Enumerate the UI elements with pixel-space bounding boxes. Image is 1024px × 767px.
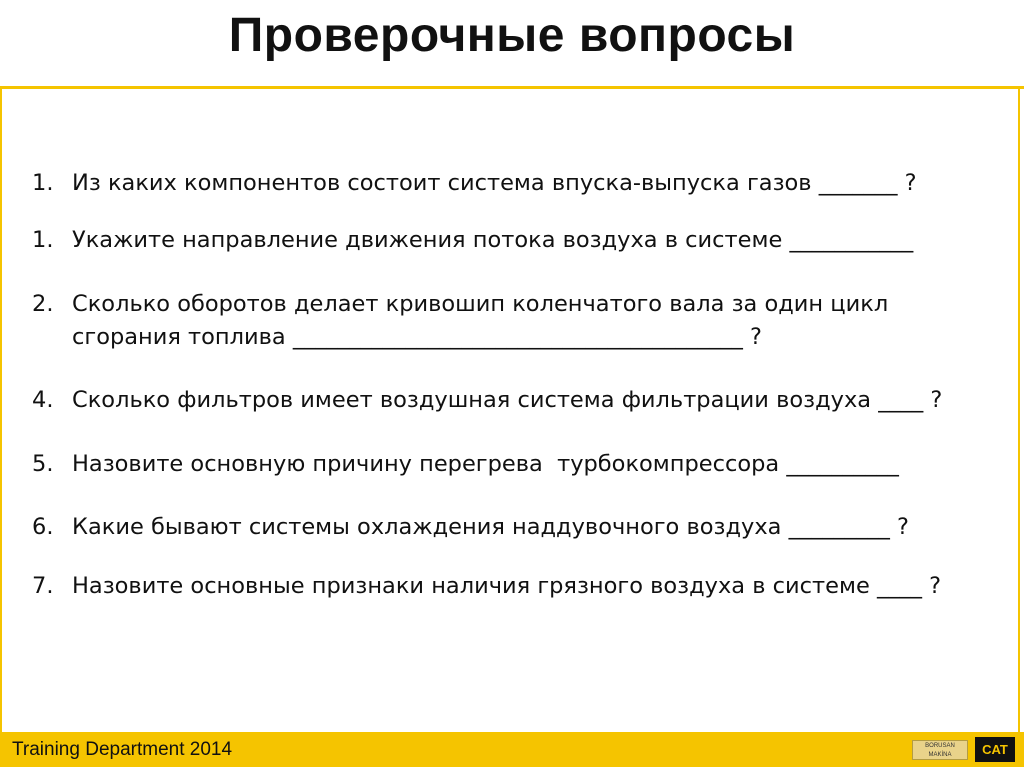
question-text: Какие бывают системы охлаждения наддувочного воздуха _________ ? xyxy=(72,514,909,540)
question-number: 1. xyxy=(32,170,54,196)
question-text: сгорания топлива ________________________________________ ? xyxy=(72,324,762,350)
cat-logo: CAT xyxy=(975,737,1015,762)
question-text: Сколько фильтров имеет воздушная система фильтрации воздуха ____ ? xyxy=(72,387,943,413)
question-text: Назовите основную причину перегрева турбокомпрессора __________ xyxy=(72,451,899,477)
question-item xyxy=(32,510,1002,544)
question-item xyxy=(32,223,1002,257)
question-number: 1. xyxy=(32,227,54,253)
question-item xyxy=(32,569,1002,603)
question-number: 4. xyxy=(32,387,54,413)
slide-title: Проверочные вопросы xyxy=(228,9,796,62)
footer-text: Training Department 2014 xyxy=(12,739,233,760)
question-item xyxy=(32,383,1002,417)
question-item-continuation xyxy=(32,320,1002,354)
question-number: 7. xyxy=(32,573,54,599)
question-item xyxy=(32,287,1002,321)
footer-bar xyxy=(0,732,1024,767)
question-text: Сколько оборотов делает кривошип коленчатого вала за один цикл xyxy=(72,291,889,317)
question-item xyxy=(32,166,1002,200)
question-item xyxy=(32,447,1002,481)
question-number: 5. xyxy=(32,451,54,477)
question-number: 6. xyxy=(32,514,54,540)
question-text: Назовите основные признаки наличия грязного воздуха в системе ____ ? xyxy=(72,573,942,599)
borusan-logo: BORUSAN MAKİNA xyxy=(912,740,968,760)
question-text: Укажите направление движения потока воздуха в системе ___________ xyxy=(72,227,914,253)
question-number: 2. xyxy=(32,291,54,317)
question-text: Из каких компонентов состоит система впуска-выпуска газов _______ ? xyxy=(72,170,917,196)
